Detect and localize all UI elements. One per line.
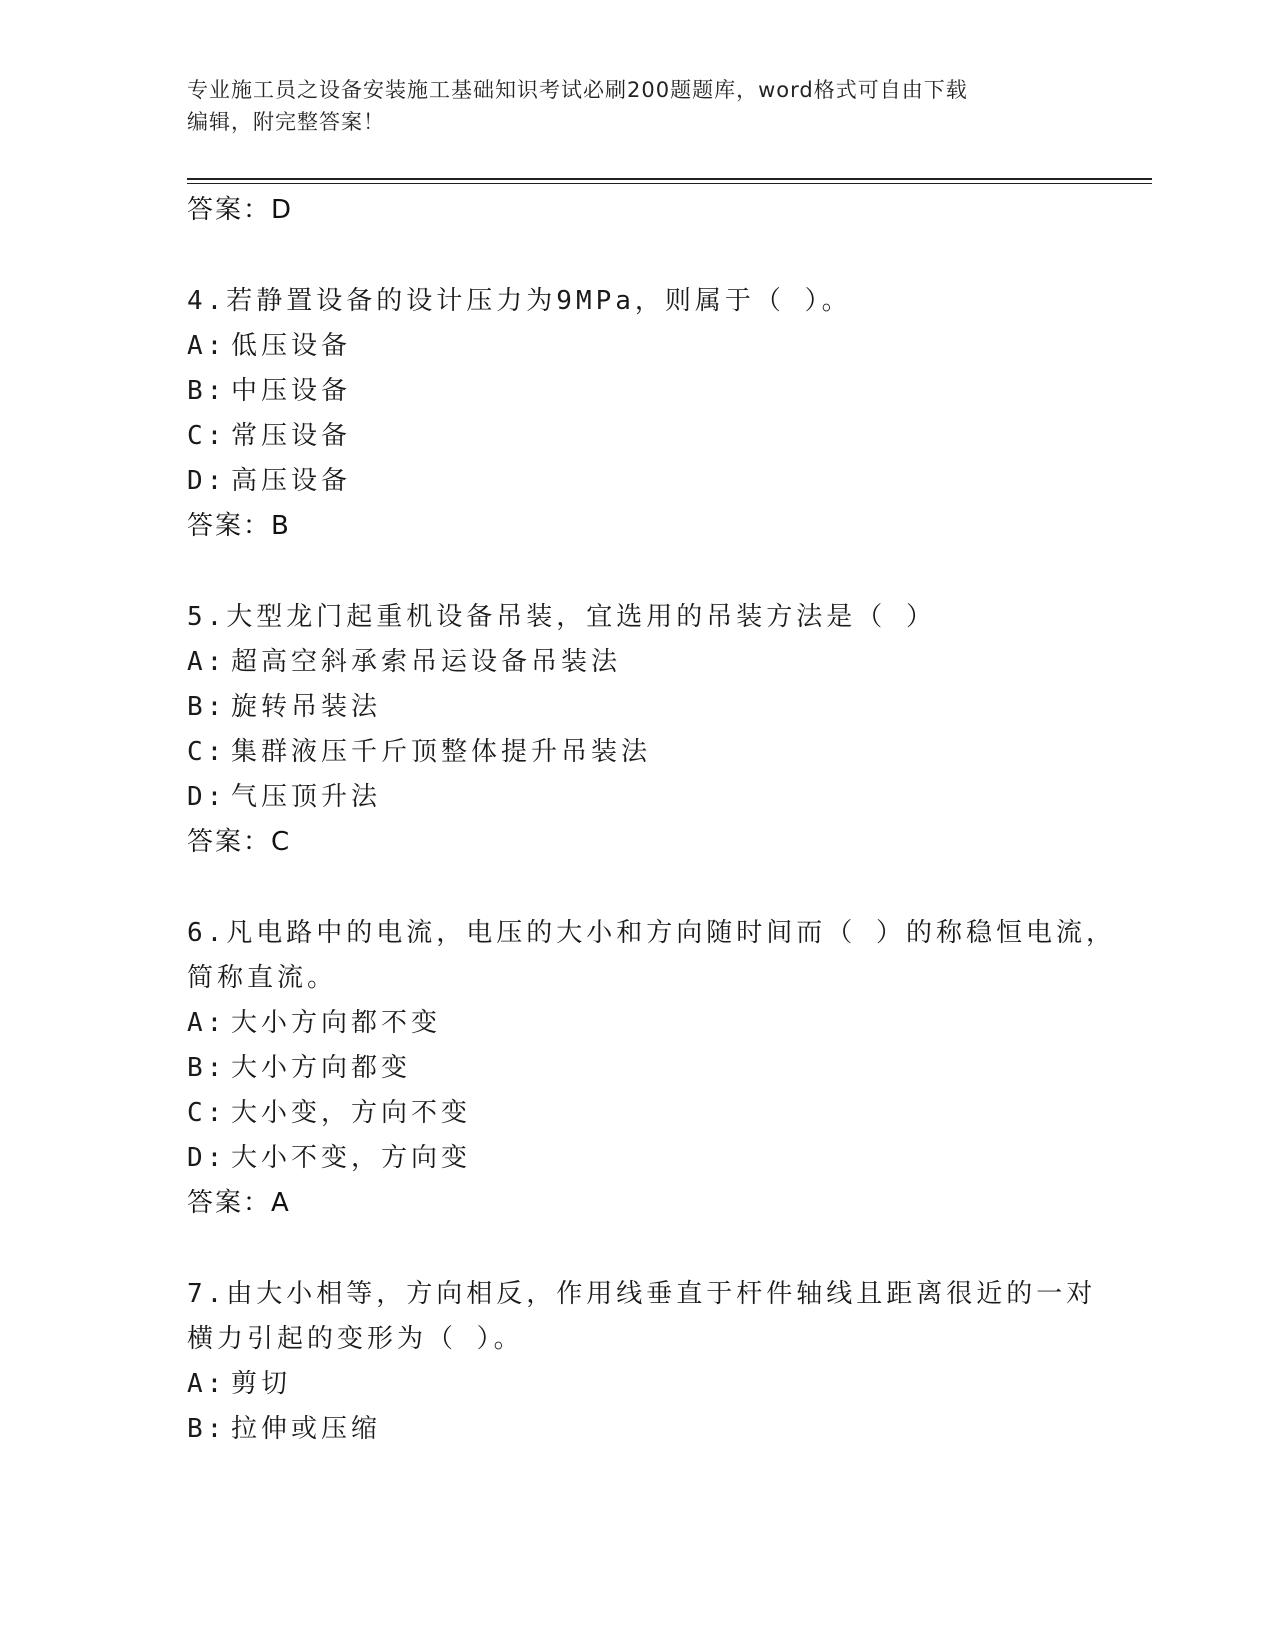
header-rule-thick xyxy=(187,178,1152,180)
option-text: 气压顶升法 xyxy=(231,782,382,812)
option-b xyxy=(187,1407,1087,1452)
option-a xyxy=(187,1362,1087,1407)
document-header xyxy=(187,74,1067,138)
question-block xyxy=(187,279,1087,549)
option-c xyxy=(187,1091,1087,1136)
answer-line: 答案：C xyxy=(187,827,292,857)
answer-line: 答案：A xyxy=(187,1188,291,1218)
option-letter: C: xyxy=(187,1098,227,1128)
option-c xyxy=(187,730,1087,775)
answer-line: 答案：B xyxy=(187,511,291,541)
option-letter: D: xyxy=(187,466,227,496)
option-letter: D: xyxy=(187,1143,227,1173)
spacer xyxy=(187,1226,1087,1272)
option-b xyxy=(187,369,1087,414)
header-title-line-2: 编辑，附完整答案！ xyxy=(187,110,385,134)
question-stem-continued: 简称直流。 xyxy=(187,963,338,993)
spacer xyxy=(187,233,1087,279)
option-text: 高压设备 xyxy=(231,466,352,496)
option-text: 剪切 xyxy=(231,1369,292,1399)
question-stem: 5.大型龙门起重机设备吊装，宜选用的吊装方法是（ ） xyxy=(187,602,936,632)
option-letter: B: xyxy=(187,376,227,406)
option-d xyxy=(187,459,1087,504)
option-text: 大小变，方向不变 xyxy=(231,1098,472,1128)
option-letter: B: xyxy=(187,692,227,722)
spacer xyxy=(187,549,1087,595)
option-b xyxy=(187,685,1087,730)
option-b xyxy=(187,1046,1087,1091)
option-a xyxy=(187,324,1087,369)
option-letter: B: xyxy=(187,1414,227,1444)
option-d xyxy=(187,775,1087,820)
option-letter: A: xyxy=(187,1369,227,1399)
option-a xyxy=(187,1001,1087,1046)
question-block xyxy=(187,1272,1097,1452)
option-text: 超高空斜承索吊运设备吊装法 xyxy=(231,647,622,677)
question-block xyxy=(187,595,1087,865)
option-text: 中压设备 xyxy=(231,376,352,406)
option-text: 旋转吊装法 xyxy=(231,692,382,722)
option-a xyxy=(187,640,1087,685)
option-text: 拉伸或压缩 xyxy=(231,1414,382,1444)
option-letter: C: xyxy=(187,737,227,767)
question-stem: 7.由大小相等，方向相反，作用线垂直于杆件轴线且距离很近的一对 xyxy=(187,1279,1097,1309)
question-block xyxy=(187,911,1116,1226)
question-stem: 4.若静置设备的设计压力为9MPa，则属于（ ）。 xyxy=(187,286,852,316)
header-rule-thin xyxy=(187,183,1152,184)
spacer xyxy=(187,865,1087,911)
question-list xyxy=(187,188,1116,1452)
option-text: 大小方向都不变 xyxy=(231,1008,442,1038)
option-letter: A: xyxy=(187,1008,227,1038)
option-letter: D: xyxy=(187,782,227,812)
option-letter: B: xyxy=(187,1053,227,1083)
option-letter: C: xyxy=(187,421,227,451)
option-text: 低压设备 xyxy=(231,331,352,361)
option-text: 大小方向都变 xyxy=(231,1053,412,1083)
option-c xyxy=(187,414,1087,459)
option-text: 常压设备 xyxy=(231,421,352,451)
question-stem: 6.凡电路中的电流，电压的大小和方向随时间而（ ）的称稳恒电流， xyxy=(187,918,1116,948)
answer-line: 答案：D xyxy=(187,195,294,225)
option-letter: A: xyxy=(187,331,227,361)
option-d xyxy=(187,1136,1087,1181)
option-text: 集群液压千斤顶整体提升吊装法 xyxy=(231,737,652,767)
option-letter: A: xyxy=(187,647,227,677)
option-text: 大小不变，方向变 xyxy=(231,1143,472,1173)
question-stem-continued: 横力引起的变形为（ ）。 xyxy=(187,1324,524,1354)
header-title-line-1: 专业施工员之设备安装施工基础知识考试必刷200题题库，word格式可自由下载 xyxy=(187,78,968,102)
